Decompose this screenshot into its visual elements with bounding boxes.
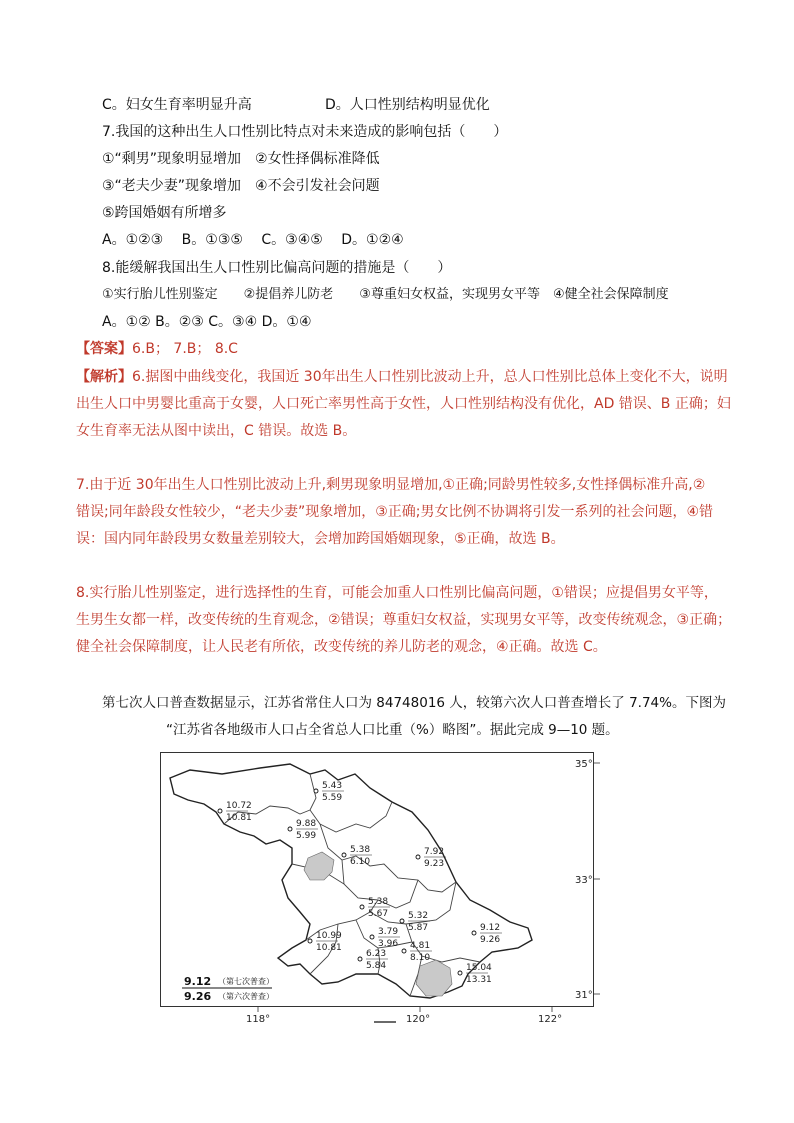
jiangsu-population-map [160, 752, 600, 1027]
lon-label-122: 122° [538, 1014, 563, 1025]
city-dot [308, 939, 312, 943]
city-value-sixth: 3.96 [378, 939, 399, 949]
city-value-sixth: 9.23 [424, 859, 445, 869]
answer-line [76, 339, 238, 359]
city-value-sixth: 9.26 [480, 935, 501, 945]
city-value-sixth: 6.10 [350, 857, 371, 867]
analysis-7-line3: 误：国内同年龄段男女数量差别较大，会增加跨国婚姻现象，⑤正确，故选 B。 [76, 531, 565, 547]
legend-bottom-value: 9.26 [184, 990, 212, 1003]
legend-top-value: 9.12 [184, 975, 212, 988]
analysis-7-line1: 7.由于近 30年出生人口性别比波动上升,剩男现象明显增加,①正确;同龄男性较多,女性择偶标准升高,② [76, 477, 706, 493]
analysis-8 [76, 580, 736, 661]
city-dot [416, 855, 420, 859]
city-value-sixth: 5.87 [408, 923, 429, 933]
q7-stem: 7.我国的这种出生人口性别比特点对未来造成的影响包括（ ） [102, 124, 508, 140]
city-value-sixth: 10.81 [226, 813, 252, 823]
city-value-sixth: 5.84 [366, 961, 387, 971]
lat-label-33: 33° [575, 875, 593, 886]
city-dot [342, 853, 346, 857]
q8-items: ①实行胎儿性别鉴定 ②提倡养儿防老 ③尊重妇女权益，实现男女平等 ④健全社会保障制度 [102, 287, 669, 302]
city-value-sixth: 5.99 [296, 831, 317, 841]
analysis-7-line2: 错误;同年龄段女性较少，“老夫少妻”现象增加，③正确;男女比例不协调将引发一系列的社会问题，④错 [76, 504, 714, 520]
city-value-seventh: 3.79 [378, 927, 399, 937]
analysis-6 [76, 364, 736, 445]
answer-tag: 【答案】 [76, 341, 132, 357]
city-value-seventh: 5.38 [368, 897, 389, 907]
lat-label-31: 31° [575, 990, 593, 1001]
analysis-8-line2: 生男生女都一样，改变传统的生育观念，②错误；尊重妇女权益，实现男女平等，改变传统观念，③正确； [76, 612, 732, 628]
q7-items-row1: ①“剩男”现象明显增加 ②女性择偶标准降低 [102, 151, 380, 167]
q8-stem: 8.能缓解我国出生人口性别比偏高问题的措施是（ ） [102, 260, 452, 276]
q6-option-c: C。妇女生育率明显升高 [102, 97, 252, 113]
analysis-8-line3: 健全社会保障制度，让人民老有所依，改变传统的养儿防老的观念，④正确。故选 C。 [76, 639, 607, 655]
city-value-seventh: 5.38 [350, 845, 371, 855]
city-dot [360, 905, 364, 909]
city-dot [358, 957, 362, 961]
lon-label-120: 120° [406, 1014, 431, 1025]
city-value-seventh: 7.92 [424, 847, 445, 857]
analysis-8-line1: 8.实行胎儿性别鉴定，进行选择性的生育，可能会加重人口性别比偏高问题，①错误；应提倡男女平等， [76, 585, 718, 601]
city-dot [370, 935, 374, 939]
q6-option-d: D。人口性别结构明显优化 [325, 97, 490, 113]
city-value-sixth: 5.59 [322, 793, 343, 803]
legend-top-note: （第七次普查） [218, 977, 274, 986]
city-dot [472, 931, 476, 935]
city-value-seventh: 9.12 [480, 923, 501, 933]
analysis-6-line1: 6.据图中曲线变化，我国近 30年出生人口性别比波动上升，总人口性别比总体上变化不大，说明 [132, 369, 728, 385]
answer-text: 6.B； 7.B； 8.C [132, 341, 238, 357]
analysis-7 [76, 472, 736, 553]
city-dot [402, 949, 406, 953]
analysis-tag: 【解析】 [76, 369, 132, 385]
city-value-seventh: 6.23 [366, 949, 387, 959]
city-value-seventh: 9.88 [296, 819, 317, 829]
city-value-seventh: 15.04 [466, 963, 492, 973]
city-value-sixth: 8.10 [410, 953, 431, 963]
analysis-6-line2: 出生人口中男婴比重高于女婴，人口死亡率男性高于女性，人口性别结构没有优化，AD 错误、B 正确；妇 [76, 396, 731, 412]
q7-options: A。①②③ B。①③⑤ C。③④⑤ D。①②④ [102, 232, 404, 248]
intro-line1: 第七次人口普查数据显示，江苏省常住人口为 84748016 人，较第六次人口普查增长了 7.74%。下图为 [102, 695, 726, 711]
city-dot [288, 827, 292, 831]
q7-items-row2: ③“老夫少妻”现象增加 ④不会引发社会问题 [102, 178, 380, 194]
city-dot [458, 971, 462, 975]
city-value-seventh: 5.43 [322, 781, 343, 791]
lon-label-118: 118° [246, 1014, 271, 1025]
city-value-seventh: 10.99 [316, 931, 342, 941]
city-value-sixth: 5.67 [368, 909, 389, 919]
city-dot [400, 919, 404, 923]
intro-line2: “江苏省各地级市人口占全省总人口比重（%）略图”。据此完成 9—10 题。 [166, 722, 619, 738]
city-dot [314, 789, 318, 793]
analysis-6-line3: 女生育率无法从图中读出，C 错误。故选 B。 [76, 423, 357, 439]
legend-bottom-note: （第六次普查） [218, 992, 274, 1001]
city-value-sixth: 10.81 [316, 943, 342, 953]
city-value-seventh: 4.81 [410, 941, 431, 951]
city-value-sixth: 13.31 [466, 975, 492, 985]
city-value-seventh: 5.32 [408, 911, 429, 921]
city-value-seventh: 10.72 [226, 801, 252, 811]
q8-options: A。①② B。②③ C。③④ D。①④ [102, 314, 312, 330]
lat-label-35: 35° [575, 759, 593, 770]
q7-items-row3: ⑤跨国婚姻有所增多 [102, 205, 227, 221]
city-dot [218, 809, 222, 813]
